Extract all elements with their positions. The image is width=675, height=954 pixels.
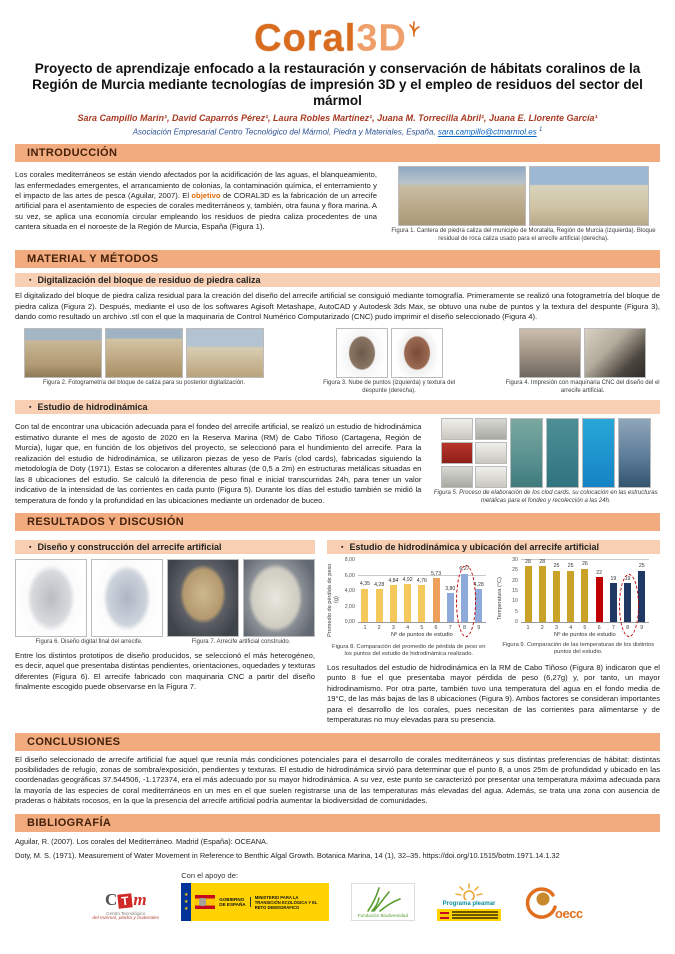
ctm-caption-line2: del mármol, piedra y materiales [92, 916, 160, 922]
gobierno-line2: DE ESPAÑA [219, 902, 246, 908]
ministerio-text: MINISTERIO PARA LA TRANSICIÓN ECOLÓGICA Y EL RETO DEMOGRÁFICO [254, 894, 318, 910]
coral-branch-icon [407, 6, 421, 44]
figure4-cnc-photo-2 [584, 328, 646, 378]
figure-8 [327, 554, 491, 658]
biodiversidad-caption: Fundación Biodiversidad [357, 913, 409, 919]
intro-text-after: de CORAL3D es la fabricación de un arrecife artificial para el asentamiento de especies de corales mediterráneos y, también, otra fauna y flora marina. A su vez, se aplica una economía circular empleando los residuos de piedra caliza procedentes de una cantera situada en el noroeste de la Región de Murcia, España (Figura 1). [15, 191, 377, 232]
footer-logos [15, 871, 660, 921]
results-left-column [15, 535, 315, 725]
grass-icon [362, 886, 404, 912]
methods-paragraph-1: El digitalizado del bloque de piedra caliza residual para la creación del diseño del arrecife artificial se consiguió mediante tomografía. Primeramente se realizó una fotogrametría del bloque de piedra caliza (Figura 2). Después, mediante el uso de los softwares Agisoft Metashape, AutoCAD y Autodesk 3ds Max, se obtuvo una nube de puntos y la textura del despunte (Figura 3), dando como resultado un archivo .stl con el que la maquinaria de Control Numérico Computarizado (CNC) pudo imprimir el diseño seleccionado (Figura 4). [15, 291, 660, 322]
logo-text-3d: 3D [356, 17, 407, 60]
figure5-boat-structure-photo [618, 418, 651, 488]
intro-paragraph [15, 170, 377, 233]
figure9-bar-chart [496, 557, 661, 639]
figure5-plaster-photo [441, 418, 473, 440]
figure5-grid-photo [441, 466, 473, 488]
subsection-diseno-construccion [15, 540, 315, 554]
figure5-bluewater-photo [582, 418, 615, 488]
ctm-logo [92, 891, 159, 921]
ctm-letter-m: m [133, 890, 147, 910]
spain-flag-icon [195, 895, 215, 909]
figure5-diver-photo [546, 418, 579, 488]
section-header-material-y-metodos: MATERIAL Y MÉTODOS [15, 250, 660, 268]
figure5-pieces-photo [475, 442, 507, 464]
figure-3 [318, 328, 460, 395]
methods-paragraph-2: Con tal de encontrar una ubicación adecuada para el fondeo del arrecife artificial, se realizó un estudio de hidrodinámica estimativo durante el mes de agosto de 2020 en la Reserva Marina (RM) de Cabo Tiñoso (Cartagena, Región de Murcia), lugar que, en función de los objetivos del proyecto, se seleccionó para el hundimiento del arrecife. Para la realización del estudio de hidrodinámica, se utilizaron piezas de yeso de París (clod cards), fabricadas siguiendo la metodología de Doty (1971). Estas se colocaron a diferentes alturas (de 0,5 a 2m) en estructuras metálicas situadas en las 8 ubicaciones del estudio. Se calculó la diferencia de peso final e inicial transcurridas 24h, para tener un valor indicativo de la intensidad de las corrientes en cada punto (Figura 5). Durante los días del estudio también se midió la temperatura de fondo y la profundidad en las ubicaciones mediante un ordenador de buceo. [15, 422, 422, 505]
figure-1 [387, 166, 660, 243]
conclusions-paragraph: El diseño seleccionado de arrecife artificial fue aquel que reunía más condiciones potenciales para el desarrollo de corales mediterráneos y sus distintas preferencias de hábitat: distintas posibilidades de refugio, zonas de sombra/exposición, pendientes y texturas. El estudio de hidrodinámica sirvió para determinar que el punto 8, a unos 25m de profundidad y ubicado en las coordenadas geográficas 37.544506, -1.172374, era el más adecuado por su mayor hidrodinámica. A su vez, este punto se caracterizó por presentar una temperatura máxima adecuada para la mayoría de las especies de coral mediterráneos en un mes en el que suelen registrarse una de las temperaturas más elevadas del agua. Además, se trata una zona con ausencia de praderas o hábitats rocosos, en la que la presencia del arrecife artificial podría aumentar la biodiversidad de comunidades. [15, 754, 660, 806]
reference-2: Doty, M. S. (1971). Measurement of Water Movement in Reference to Benthic Algal Growth. Botanica Marina, 14 (1), 32–35. https://doi.org/10.1515/botm.1971.14.1.32 [15, 851, 560, 861]
figure9-x-ticks: 1 2 3 4 5 6 7 8 9 [526, 625, 644, 632]
figure5-caption: Figura 5. Proceso de elaboración de los clod cards, su colocación en las estructuras metálicas para el fondeo y recolección a las 24h. [433, 490, 658, 504]
intro-text-before: Los corales mediterráneos se están viendo afectados por la acidificación de las aguas, el blanqueamiento, las enfermedades emergentes, el arrancamiento de colonias, la contaminación química, el enterramiento y el impacto de las artes de pesca (Aguilar, 2007). El [15, 170, 377, 201]
poster-header [15, 6, 660, 137]
bullet-icon: ▪ [29, 277, 32, 285]
figure5-weighing-photo [475, 466, 507, 488]
logo-text-coral: Coral [254, 17, 357, 60]
figure1-limestone-block-photo [529, 166, 649, 226]
ctm-caption-line1: Centro Tecnológico [106, 911, 146, 917]
figure3-caption: Figura 3. Nube de puntos (izquierda) y textura del despunte (derecha). [323, 380, 456, 394]
subsection-estudio-hidrodinamica [15, 400, 660, 414]
figure6-render-1 [15, 559, 87, 637]
figure7-caption: Figura 7. Arrecife artificial construido. [191, 639, 291, 646]
coral3d-logo [15, 6, 660, 58]
figure2-photo-3 [186, 328, 264, 378]
sun-icon [452, 882, 486, 900]
figure3-point-cloud-image [336, 328, 388, 378]
reference-1: Aguilar, R. (2007). Los corales del Mediterráneo. Madrid (España): OCEANA. [15, 836, 269, 846]
affiliation-text: Asociación Empresarial Centro Tecnológico del Mármol, Piedra y Materiales, España, [132, 128, 438, 138]
oecc-ring-icon [523, 885, 559, 921]
figure3-texture-image [391, 328, 443, 378]
fundacion-biodiversidad-logo [351, 883, 415, 921]
figure8-plot-area: 0,00 2,00 4,00 6,00 8,00 4,35 4,28 4,84 4,92 4,76 5,73 3,80 6,27 4,28 [358, 560, 486, 623]
figure-9 [497, 554, 661, 658]
figure7-photo-1 [167, 559, 239, 637]
figure-2 [15, 328, 273, 395]
figure7-photo-2 [243, 559, 315, 637]
affiliation-line [15, 127, 660, 137]
figure9-plot-area: 0 5 10 15 20 25 30 28 28 25 25 26 22 19 19 25 [521, 560, 649, 623]
pleamar-label: Programa pleamar [442, 901, 496, 908]
pleamar-cofinance-strip [437, 909, 501, 921]
affiliation-superscript: 1 [538, 127, 543, 134]
subsection-estudio-ubicacion [327, 540, 660, 554]
section-header-resultados: RESULTADOS Y DISCUSIÓN [15, 513, 660, 531]
support-label: Con el apoyo de: [181, 871, 238, 881]
section-header-introduccion: INTRODUCCIÓN [15, 144, 660, 162]
email-link[interactable]: sara.campillo@ctmarmol.es [437, 128, 537, 138]
figure5-clodcards-photos [441, 418, 507, 488]
intro-highlight-objetivo: objetivo [191, 191, 221, 201]
figure8-caption: Figura 8. Comparación del promedio de pérdida de peso en los puntos del estudio de hidrodinámica realizado. [332, 644, 486, 658]
mini-flag-icon [440, 912, 449, 919]
subsection-ubicacion-label: Estudio de hidrodinámica y ubicación del arrecife artificial [349, 542, 600, 553]
gobierno-line1: GOBIERNO [219, 896, 245, 902]
section-header-bibliografia: BIBLIOGRAFÍA [15, 814, 660, 832]
authors-line: Sara Campillo Marín¹, David Caparrós Pérez¹, Laura Robles Martínez¹, Juana M. Torrecilla Abril¹, Juana E. Llorente García¹ [77, 113, 598, 124]
subsection-estudio-hidrodinamica-label: Estudio de hidrodinámica [37, 402, 148, 413]
pleamar-logo [437, 882, 501, 921]
bullet-icon: ▪ [341, 544, 344, 552]
figure4-caption: Figura 4. Impresión con maquinaria CNC del diseño del el arrecife artificial. [505, 380, 660, 394]
figure9-x-axis-label: Nº de puntos de estudio [554, 632, 616, 639]
figure5-molds-photo [441, 442, 473, 464]
figure9-y-axis-label: Temperatura (°C) [496, 577, 503, 621]
figure4-cnc-photo-1 [519, 328, 581, 378]
oecc-logo [523, 885, 583, 921]
figure6-caption: Figura 6. Diseño digital final del arrecife. [35, 639, 143, 646]
figure8-x-axis-label: Nº de puntos de estudio [390, 632, 453, 639]
bullet-icon: ▪ [29, 544, 32, 552]
ctm-letter-t: T [118, 893, 133, 908]
figure-4 [505, 328, 660, 395]
results-left-paragraph: Entre los distintos prototipos de diseño producidos, se seleccionó el más heterogéneo, es decir, aquel que presentaba distintas pendientes, orientaciones, oquedades y texturas diferentes (Figura 6). El arrecife fabricado con maquinaria CNC a partir del diseño finalmente escogido puede observarse en la Figura 7. [15, 650, 315, 692]
poster-title: Proyecto de aprendizaje enfocado a la restauración y conservación de hábitats coralinos de la Región de Murcia mediante tecnologías de impresión 3D y el empleo de residuos del sector del mármol [32, 60, 643, 108]
subsection-diseno-label: Diseño y construcción del arrecife artificial [37, 542, 222, 553]
subsection-digitalizacion-label: Digitalización del bloque de residuo de piedra caliza [37, 275, 261, 286]
ctm-letter-c: C [105, 890, 118, 910]
section-header-conclusiones: CONCLUSIONES [15, 733, 660, 751]
fine-print-lines [452, 910, 498, 921]
figure1-caption: Figura 1. Cantera de piedra caliza del municipio de Moratalla, Región de Murcia (izquierda). Bloque residual de roca caliza usado para el arrecife artificial (derecha). [391, 228, 656, 242]
figure9-caption: Figura 9. Comparación de las temperaturas de los distintos puntos del estudio. [502, 642, 655, 656]
results-right-column [327, 535, 660, 725]
figure-5 [431, 418, 660, 506]
subsection-digitalizacion [15, 273, 660, 287]
figure6-render-2 [91, 559, 163, 637]
results-right-paragraph: Los resultados del estudio de hidrodinámica en la RM de Cabo Tiñoso (Figura 8) indicaron que el punto 8 fue el que presentaba mayor pérdida de peso (6,27g) y, por tanto, un mayor hidrodinamismo. Por otra parte, también tuvo una temperatura del agua en el fondo media de 19°C, de las más bajas de las 8 ubicaciones (Figura 9). Ambos factores se consideran importantes para el desarrollo de los corales, pues necesitan de las corrientes para alimentarse y de temperaturas no muy elevadas para su presencia. [327, 662, 660, 725]
bullet-icon: ▪ [29, 404, 32, 412]
figure5-structures-photo [510, 418, 543, 488]
figure2-caption: Figura 2. Fotogrametría del bloque de caliza para su posterior digitalización. [42, 380, 246, 387]
figure8-bar-chart [327, 557, 491, 640]
figure2-photo-1 [24, 328, 102, 378]
figure5-trays-photo [475, 418, 507, 440]
figure1-quarry-photo [398, 166, 526, 226]
figure2-photo-2 [105, 328, 183, 378]
gobierno-espana-logo [181, 883, 328, 921]
figure8-x-ticks: 1 2 3 4 5 6 7 8 9 [363, 625, 481, 632]
oecc-label: oecc [555, 906, 583, 922]
figure8-y-axis-label: Promedio de pérdida de peso (g) [327, 563, 340, 637]
eu-stars-icon: ★ ★ ★ [181, 883, 191, 921]
